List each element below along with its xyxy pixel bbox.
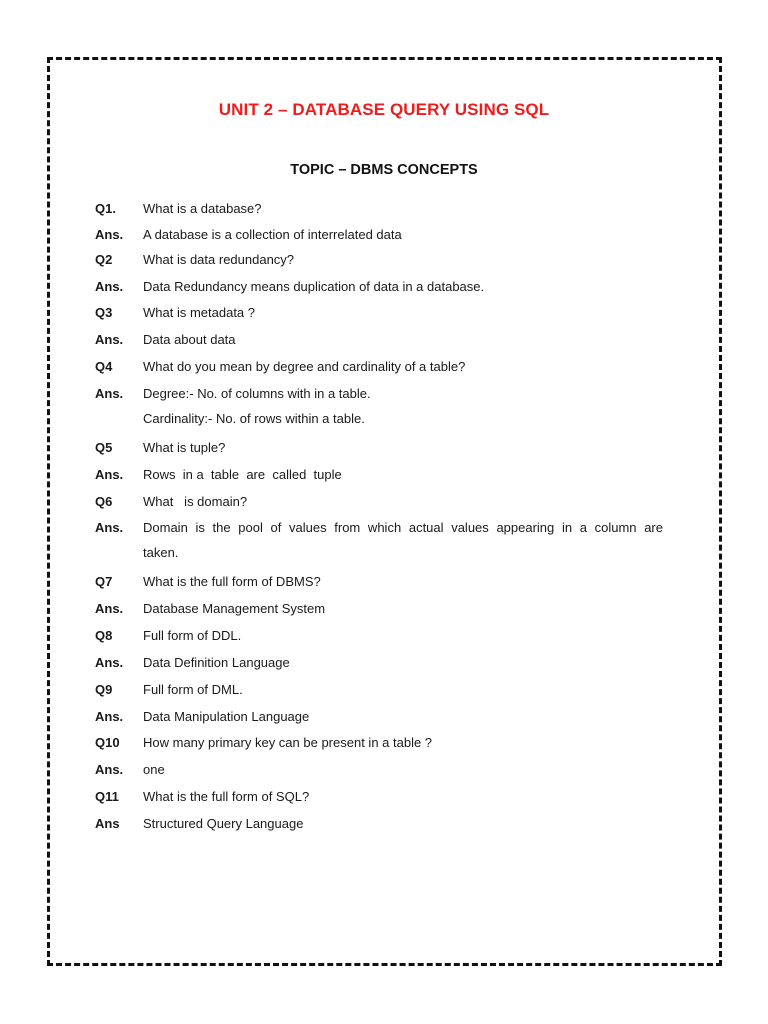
qa-line-q8 xyxy=(0,625,768,647)
qa-line-q9 xyxy=(0,679,768,701)
question-text: What is a database? xyxy=(143,201,262,216)
question-label: Q3 xyxy=(95,305,113,320)
question-text: Full form of DML. xyxy=(143,682,243,697)
answer-text: Degree:- No. of columns with in a table. xyxy=(143,386,371,401)
qa-line-a2 xyxy=(0,276,768,298)
qa-line-a9 xyxy=(0,706,768,728)
question-text: What is the full form of DBMS? xyxy=(143,574,321,589)
answer-label: Ans. xyxy=(95,386,124,401)
qa-line-a3 xyxy=(0,329,768,351)
answer-label: Ans. xyxy=(95,279,124,294)
question-text: What is metadata ? xyxy=(143,305,255,320)
question-label: Q2 xyxy=(95,252,113,267)
qa-line-q11 xyxy=(0,786,768,808)
question-text: What is the full form of SQL? xyxy=(143,789,310,804)
qa-line-a5 xyxy=(0,464,768,486)
qa-line-a6-cont xyxy=(0,542,768,564)
answer-text: Data Manipulation Language xyxy=(143,709,310,724)
answer-label: Ans. xyxy=(95,655,124,670)
question-text: What is data redundancy? xyxy=(143,252,295,267)
answer-text: Rows in a table are called tuple xyxy=(143,467,342,482)
qa-line-q2 xyxy=(0,249,768,271)
qa-line-a1 xyxy=(0,224,768,246)
answer-label: Ans. xyxy=(95,762,124,777)
topic-title: TOPIC – DBMS CONCEPTS xyxy=(290,162,478,178)
answer-text: taken. xyxy=(143,545,179,560)
qa-line-q6 xyxy=(0,491,768,513)
qa-line-a6 xyxy=(0,517,768,539)
answer-label: Ans. xyxy=(95,709,124,724)
answer-text: Structured Query Language xyxy=(143,816,304,831)
qa-line-q4 xyxy=(0,356,768,378)
question-label: Q8 xyxy=(95,628,113,643)
question-label: Q4 xyxy=(95,359,113,374)
qa-line-q10 xyxy=(0,732,768,754)
question-text: How many primary key can be present in a table ? xyxy=(143,735,433,750)
answer-label: Ans. xyxy=(95,520,124,535)
qa-line-a4-cont xyxy=(0,408,768,430)
answer-label: Ans. xyxy=(95,227,124,242)
answer-label: Ans. xyxy=(95,332,124,347)
qa-line-a11 xyxy=(0,813,768,835)
qa-line-a10 xyxy=(0,759,768,781)
qa-line-q7 xyxy=(0,571,768,593)
question-text: What is tuple? xyxy=(143,440,226,455)
question-label: Q7 xyxy=(95,574,113,589)
qa-line-a8 xyxy=(0,652,768,674)
answer-text: Data about data xyxy=(143,332,236,347)
answer-label: Ans. xyxy=(95,467,124,482)
question-text: Full form of DDL. xyxy=(143,628,242,643)
question-text: What is domain? xyxy=(143,494,248,509)
qa-line-q1 xyxy=(0,198,768,220)
question-label: Q10 xyxy=(95,735,120,750)
answer-text: A database is a collection of interrelated data xyxy=(143,227,402,242)
qa-line-q3 xyxy=(0,302,768,324)
question-label: Q1. xyxy=(95,201,116,216)
answer-text: Data Definition Language xyxy=(143,655,290,670)
question-label: Q11 xyxy=(95,789,119,804)
question-text: What do you mean by degree and cardinality of a table? xyxy=(143,359,466,374)
answer-text: one xyxy=(143,762,165,777)
answer-text: Domain is the pool of values from which actual values appearing in a column are xyxy=(143,520,663,535)
question-label: Q9 xyxy=(95,682,113,697)
answer-label: Ans xyxy=(95,816,120,831)
answer-label: Ans. xyxy=(95,601,124,616)
answer-text: Data Redundancy means duplication of data in a database. xyxy=(143,279,485,294)
answer-text: Cardinality:- No. of rows within a table. xyxy=(143,411,365,426)
qa-line-a4 xyxy=(0,383,768,405)
question-label: Q5 xyxy=(95,440,113,455)
answer-text: Database Management System xyxy=(143,601,326,616)
question-label: Q6 xyxy=(95,494,113,509)
qa-line-q5 xyxy=(0,437,768,459)
qa-line-a7 xyxy=(0,598,768,620)
unit-title: UNIT 2 – DATABASE QUERY USING SQL xyxy=(218,100,550,119)
